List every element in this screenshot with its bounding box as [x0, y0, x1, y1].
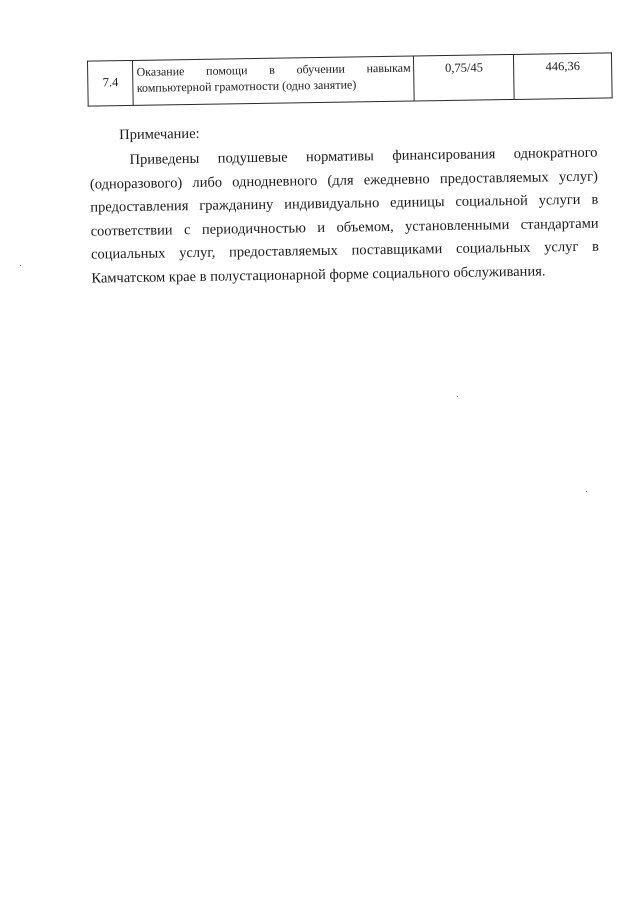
service-price: 446,36: [514, 53, 612, 100]
note-title: Примечание:: [119, 125, 200, 144]
table-row: [87, 53, 612, 106]
row-number: 7.4: [87, 60, 133, 106]
service-norm: 0,75/45: [414, 54, 514, 101]
service-name: Оказание помощи в обучении навыкам компьютерной грамотности (одно занятие): [133, 56, 415, 105]
services-table: [87, 52, 613, 106]
scan-speck: [20, 265, 21, 266]
scan-speck: [457, 396, 458, 397]
scan-speck: [586, 491, 587, 492]
note-text: Приведены подушевые нормативы финансирования однократного (одноразового) либо однодневного (для ежедневно предоставляемых услуг) предоставления гражданину индивидуально единицы социальной услуги в соответствии с периодичностью и объемом, установленными стандартами социальных услуг, предоставляемых поставщиками социальных услуг в Камчатском крае в полустационарной форме социального обслуживания.: [89, 144, 600, 287]
